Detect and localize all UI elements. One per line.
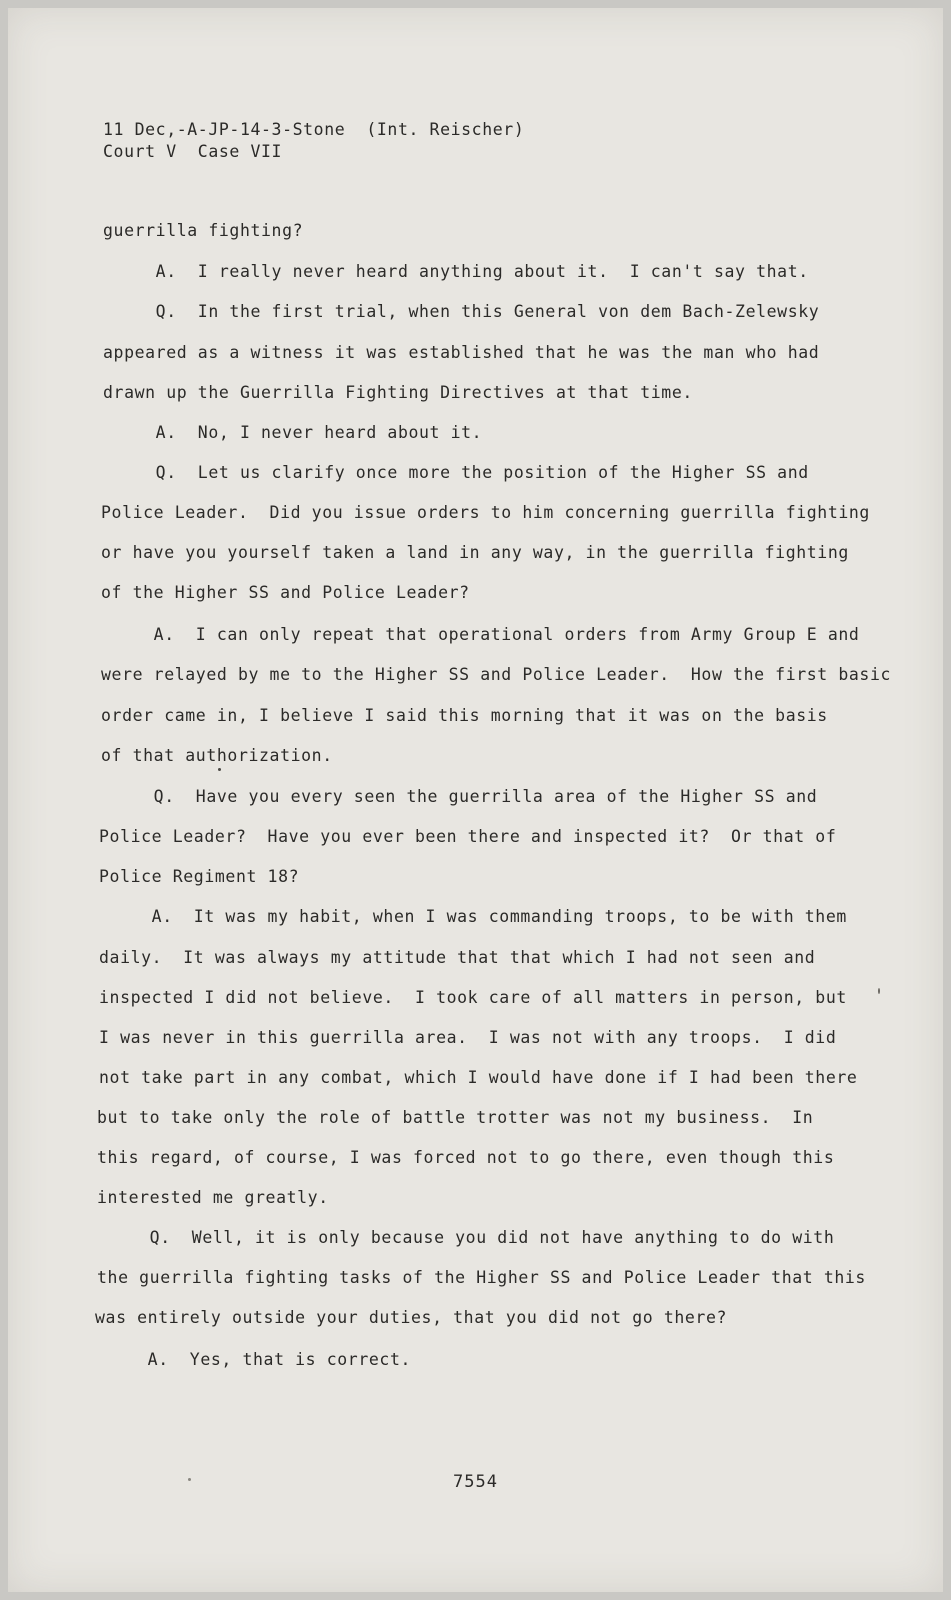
- body-line: Police Leader? Have you ever been there and inspected it? Or that of: [99, 827, 837, 846]
- body-line: or have you yourself taken a land in any way, in the guerrilla fighting: [101, 543, 849, 562]
- ink-speck: [878, 988, 880, 994]
- body-line: A. I can only repeat that operational orders from Army Group E and: [101, 625, 860, 644]
- body-line: interested me greatly.: [97, 1188, 329, 1207]
- body-line: not take part in any combat, which I would have done if I had been there: [99, 1068, 858, 1087]
- document-page: [8, 8, 943, 1592]
- body-line: order came in, I believe I said this morning that it was on the basis: [101, 706, 828, 725]
- body-line: inspected I did not believe. I took care of all matters in person, but: [99, 988, 847, 1007]
- body-line: the guerrilla fighting tasks of the Higher SS and Police Leader that this: [97, 1268, 866, 1287]
- body-line: but to take only the role of battle trotter was not my business. In: [97, 1108, 814, 1127]
- body-line: A. I really never heard anything about it. I can't say that.: [103, 262, 809, 281]
- body-line: Q. Well, it is only because you did not have anything to do with: [97, 1228, 835, 1247]
- body-line: was entirely outside your duties, that you did not go there?: [95, 1308, 728, 1327]
- body-line: A. No, I never heard about it.: [103, 423, 483, 442]
- body-line: Q. Let us clarify once more the position of the Higher SS and: [103, 463, 809, 482]
- body-line: this regard, of course, I was forced not to go there, even though this: [97, 1148, 835, 1167]
- body-line: Q. Have you every seen the guerrilla area of the Higher SS and: [101, 787, 818, 806]
- header-line-1: 11 Dec,-A-JP-14-3-Stone (Int. Reischer): [103, 120, 525, 139]
- body-line: I was never in this guerrilla area. I was not with any troops. I did: [99, 1028, 837, 1047]
- body-line: appeared as a witness it was established that he was the man who had: [103, 343, 820, 362]
- body-line: of that authorization.: [101, 746, 333, 765]
- body-line: drawn up the Guerrilla Fighting Directives at that time.: [103, 383, 693, 402]
- body-line: Police Regiment 18?: [99, 867, 300, 886]
- header-line-2: Court V Case VII: [103, 142, 283, 161]
- ink-speck: [218, 768, 221, 771]
- body-line: daily. It was always my attitude that that which I had not seen and: [99, 948, 816, 967]
- ink-speck: [188, 1478, 191, 1481]
- body-line: A. It was my habit, when I was commanding troops, to be with them: [99, 907, 847, 926]
- page-number: 7554: [453, 1472, 498, 1492]
- body-line: were relayed by me to the Higher SS and Police Leader. How the first basic: [101, 665, 892, 684]
- body-line: guerrilla fighting?: [103, 221, 304, 240]
- body-line: A. Yes, that is correct.: [95, 1350, 412, 1369]
- body-line: Q. In the first trial, when this General von dem Bach-Zelewsky: [103, 302, 820, 321]
- body-line: of the Higher SS and Police Leader?: [101, 583, 470, 602]
- body-line: Police Leader. Did you issue orders to him concerning guerrilla fighting: [101, 503, 870, 522]
